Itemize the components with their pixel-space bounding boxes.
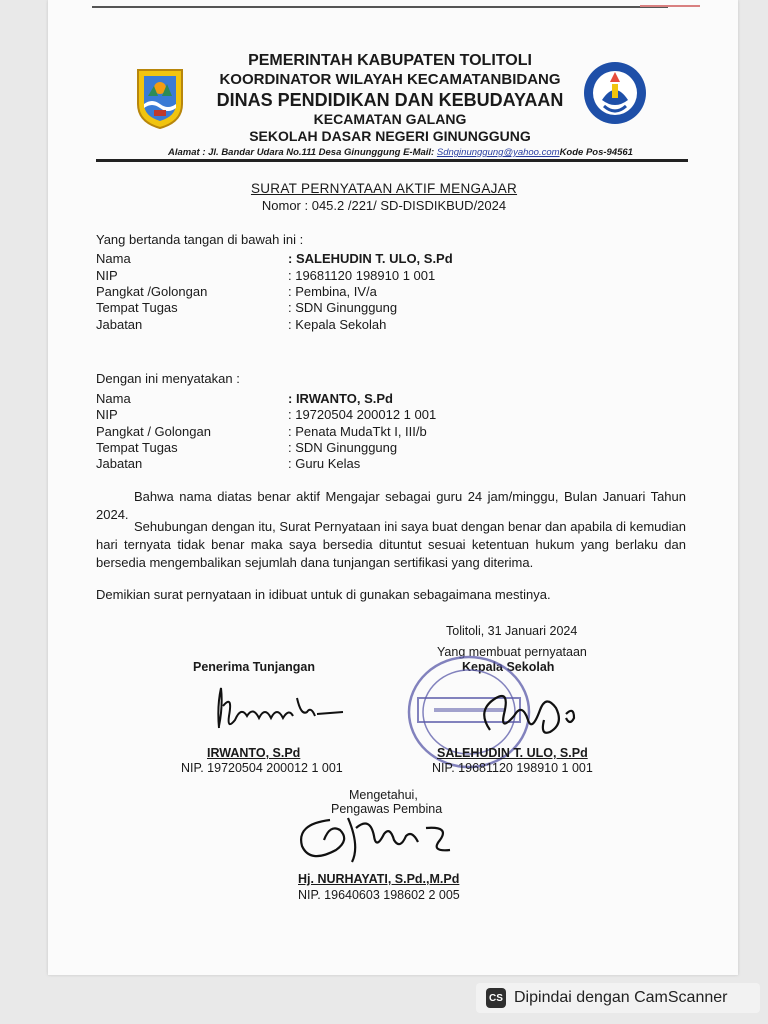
supervisor-name: Hj. NURHAYATI, S.Pd.,M.Pd — [298, 872, 460, 886]
signer-value-name: : SALEHUDIN T. ULO, S.Pd — [288, 251, 453, 266]
email-link[interactable]: Sdnginunggung@yahoo.com — [436, 147, 560, 158]
letter-number: Nomor : 045.2 /221/ SD-DISDIKBUD/2024 — [261, 198, 507, 213]
postal-code: Kode Pos-94561 — [559, 147, 633, 158]
address-text: Alamat : Jl. Bandar Udara No.111 Desa Ginunggung E-Mail: — [168, 147, 437, 158]
top-edge-line — [92, 6, 668, 8]
receiver-name: IRWANTO, S.Pd — [207, 746, 301, 760]
letterhead-rule — [96, 159, 688, 162]
intro-signer: Yang bertanda tangan di bawah ini : — [96, 232, 304, 247]
subject-value-name: : IRWANTO, S.Pd — [288, 391, 393, 406]
letter-title: SURAT PERNYATAAN AKTIF MENGAJAR — [250, 181, 518, 196]
camscanner-text: Dipindai dengan CamScanner — [514, 989, 728, 1006]
subject-label-nip: NIP — [96, 407, 118, 422]
subject-value-nip: : 19720504 200012 1 001 — [288, 407, 437, 422]
paragraph-active-teaching: Bahwa nama diatas benar aktif Mengajar sebagai guru 24 jam/minggu, Bulan Januari Tahun 2024. — [96, 489, 686, 522]
subject-value-workplace: : SDN Ginunggung — [288, 440, 398, 455]
top-edge-mark — [640, 5, 700, 7]
camscanner-icon: CS — [486, 988, 506, 1008]
receiver-signature — [205, 676, 355, 740]
receiver-nip: NIP. 19720504 200012 1 001 — [181, 761, 343, 775]
maker-name: SALEHUDIN T. ULO, S.Pd — [437, 746, 588, 760]
acknowledged-label: Mengetahui, — [349, 788, 418, 802]
signer-label-position: Jabatan — [96, 317, 143, 332]
signer-value-position: : Kepala Sekolah — [288, 317, 387, 332]
maker-title: Yang membuat pernyataan — [437, 645, 587, 659]
place-date: Tolitoli, 31 Januari 2024 — [446, 624, 578, 638]
subject-label-position: Jabatan — [96, 456, 143, 471]
receiver-title: Penerima Tunjangan — [193, 660, 316, 674]
maker-signature — [470, 680, 590, 742]
maker-nip: NIP. 19681120 198910 1 001 — [432, 761, 593, 775]
subject-label-name: Nama — [96, 391, 131, 406]
camscanner-badge — [476, 983, 760, 1013]
signer-value-nip: : 19681120 198910 1 001 — [288, 268, 436, 283]
signer-label-nip: NIP — [96, 268, 118, 283]
supervisor-signature — [290, 806, 470, 870]
supervisor-nip: NIP. 19640603 198602 2 005 — [298, 888, 460, 902]
subject-label-workplace: Tempat Tugas — [96, 440, 178, 455]
paragraph-closing: Demikian surat pernyataan in idibuat untuk di gunakan sebagaimana mestinya. — [96, 587, 551, 602]
paragraph-legal-statement: Sehubungan dengan itu, Surat Pernyataan ini saya buat dengan benar dan apabila di kemudian hari ternyata tidak benar maka saya bersedia dituntut sesuai ketentuan hukum yang berlaku dan bersedia mengembalikan sejumlah dana tunjangan sertifikasi yang diterima. — [96, 519, 686, 570]
header-school: SEKOLAH DASAR NEGERI GINUNGGUNG — [249, 128, 531, 144]
intro-statement: Dengan ini menyatakan : — [96, 371, 240, 386]
header-coordinator: KOORDINATOR WILAYAH KECAMATANBIDANG — [219, 71, 561, 88]
signer-value-workplace: : SDN Ginunggung — [288, 300, 398, 315]
regency-emblem-logo — [134, 64, 186, 130]
header-government: PEMERINTAH KABUPATEN TOLITOLI — [248, 52, 532, 69]
header-district: KECAMATAN GALANG — [313, 111, 467, 127]
maker-position: Kepala Sekolah — [462, 660, 555, 674]
signer-label-workplace: Tempat Tugas — [96, 300, 178, 315]
signer-value-rank: : Pembina, IV/a — [288, 284, 377, 299]
signer-label-name: Nama — [96, 251, 131, 266]
tut-wuri-handayani-logo — [582, 60, 648, 126]
subject-value-rank: : Penata MudaTkt I, III/b — [288, 424, 427, 439]
subject-value-position: : Guru Kelas — [288, 456, 361, 471]
school-address — [168, 147, 633, 158]
header-department: DINAS PENDIDIKAN DAN KEBUDAYAAN — [216, 90, 564, 110]
supervisor-title: Pengawas Pembina — [331, 802, 443, 816]
subject-label-rank: Pangkat / Golongan — [96, 424, 211, 439]
signer-label-rank: Pangkat /Golongan — [96, 284, 208, 299]
